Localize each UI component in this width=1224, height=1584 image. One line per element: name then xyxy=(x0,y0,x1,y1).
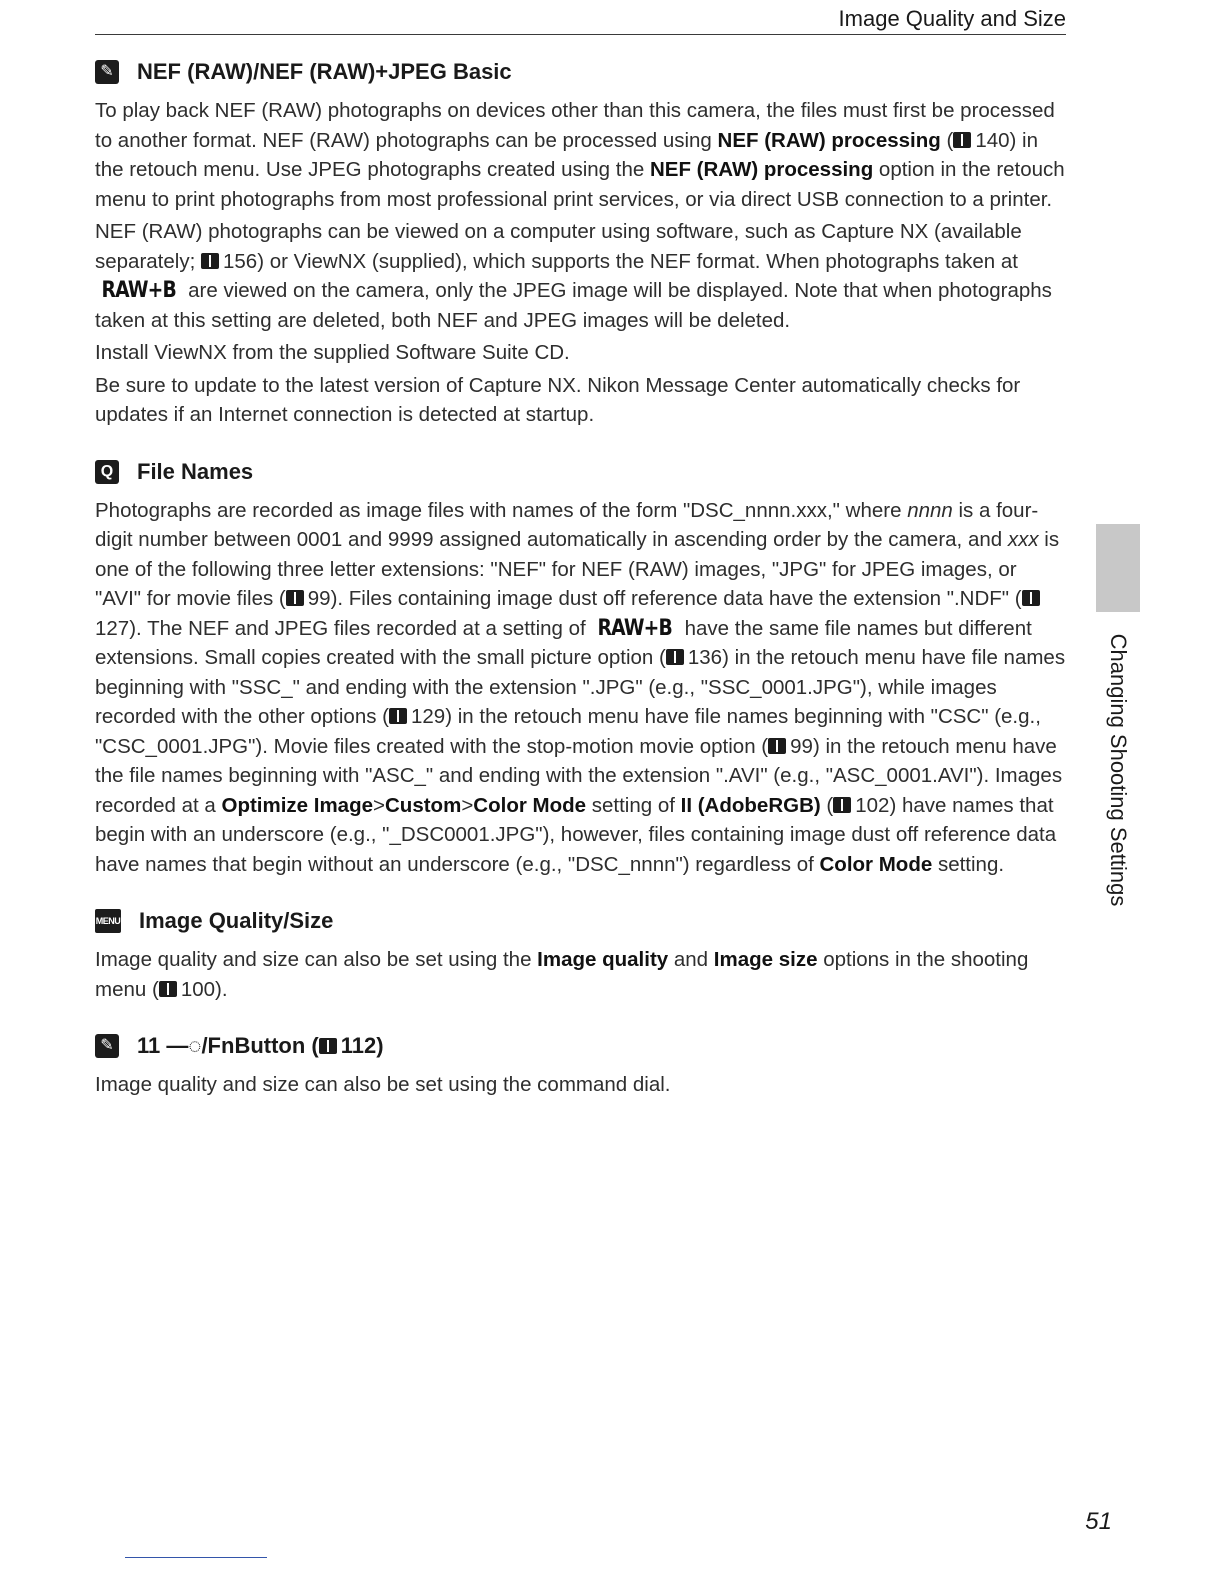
fn-button-paragraph: Image quality and size can also be set using the command dial. xyxy=(95,1073,671,1096)
page-reference-icon xyxy=(389,708,407,724)
page-content xyxy=(95,56,1067,1126)
page-reference-icon xyxy=(201,253,219,269)
raw-b-label: RAW+B xyxy=(101,278,176,303)
magnifier-icon: Q xyxy=(95,460,119,484)
nef-heading-text: NEF (RAW)/NEF (RAW)+JPEG Basic xyxy=(137,59,512,84)
nef-paragraph-1: To play back NEF (RAW) photographs on devices other than this camera, the files must first be processed to another format. NEF (RAW) photographs can be processed using NEF (RAW) processing ( 140) in the retouch menu. Use JPEG photographs created using the NEF (RAW) processing option in the retouch menu to print photographs from most professional print services, or via direct USB connection to a printer. xyxy=(95,99,1065,211)
page-reference-icon xyxy=(1022,590,1040,606)
page-reference-icon xyxy=(953,132,971,148)
file-names-section xyxy=(95,456,1067,880)
image-quality-heading xyxy=(95,905,1067,937)
pencil-icon: ✎ xyxy=(95,1034,119,1058)
image-quality-paragraph: Image quality and size can also be set using the Image quality and Image size options in the shooting menu ( 100). xyxy=(95,948,1029,1001)
page-reference-icon xyxy=(666,649,684,665)
page-header xyxy=(95,6,1066,35)
nef-paragraph-3: Install ViewNX from the supplied Software Suite CD. xyxy=(95,341,570,364)
page-reference-icon xyxy=(159,981,177,997)
file-names-paragraph: Photographs are recorded as image files with names of the form "DSC_nnnn.xxx," where nnnn is a four-digit number between 0001 and 9999 assigned automatically in ascending order by the camera, and xxx is one of the following three letter extensions: "NEF" for NEF (RAW) images, "JPG" for JPEG images, or "AVI" for movie files ( 99). Files containing image dust off reference data have the extension ".NDF" (127). The NEF and JPEG files recorded at a setting of RAW+B have the same file names but different extensions. Small copies created with the small picture option ( 136) in the retouch menu have file names beginning with "SSC_" and ending with the extension ".JPG" (e.g., "SSC_0001.JPG"), while images recorded with the other options ( 129) in the retouch menu have file names beginning with "CSC" (e.g., "CSC_0001.JPG"). Movie files created with the stop-motion movie option ( 99) in the retouch menu have the file names beginning with "ASC_" and ending with the extension ".AVI" (e.g., "ASC_0001.AVI"). Images recorded at a Optimize Image>Custom>Color Mode setting of II (AdobeRGB) ( 102) have names that begin with an underscore (e.g., "_DSC0001.JPG"), however, files containing image dust off reference data have names that begin without an underscore (e.g., "DSC_nnnn") regardless of Color Mode setting. xyxy=(95,498,1066,876)
footer-rule xyxy=(125,1557,267,1558)
page-reference-icon xyxy=(768,738,786,754)
file-names-heading-text: File Names xyxy=(137,458,254,484)
fn-button-heading: ✎ 11 — ◌/Fn Button ( 112 ) xyxy=(95,1030,1067,1062)
image-quality-section xyxy=(95,905,1067,1004)
raw-b-label: RAW+B xyxy=(598,615,673,641)
menu-icon: MENU xyxy=(95,909,121,933)
fn-button-section xyxy=(95,1030,1067,1100)
page-header-title: Image Quality and Size xyxy=(838,6,1066,31)
nef-paragraph-2: NEF (RAW) photographs can be viewed on a computer using software, such as Capture NX (available separately; 156) or ViewNX (supplied), which supports the NEF format. When photographs taken at RAW+B are viewed on the camera, only the JPEG image will be displayed. Note that when photographs taken at this setting are deleted, both NEF and JPEG images will be deleted. xyxy=(95,220,1052,332)
page-number: 51 xyxy=(1085,1508,1112,1535)
image-quality-heading-text: Image Quality/Size xyxy=(139,908,334,933)
chapter-tab xyxy=(1096,524,1140,612)
chapter-label: Changing Shooting Settings xyxy=(1106,633,1131,907)
page-reference-icon xyxy=(833,797,851,813)
self-timer-fn-symbol: ◌/Fn xyxy=(188,1033,235,1058)
page-reference-icon xyxy=(286,590,304,606)
file-names-heading xyxy=(95,456,1067,488)
nef-paragraph-4: Be sure to update to the latest version of Capture NX. Nikon Message Center automatically checks for updates if an Internet connection is detected at startup. xyxy=(95,373,1021,426)
nef-section xyxy=(95,56,1067,430)
pencil-icon: ✎ xyxy=(95,60,119,84)
nef-heading xyxy=(95,56,1067,88)
page-reference-icon xyxy=(319,1038,337,1054)
